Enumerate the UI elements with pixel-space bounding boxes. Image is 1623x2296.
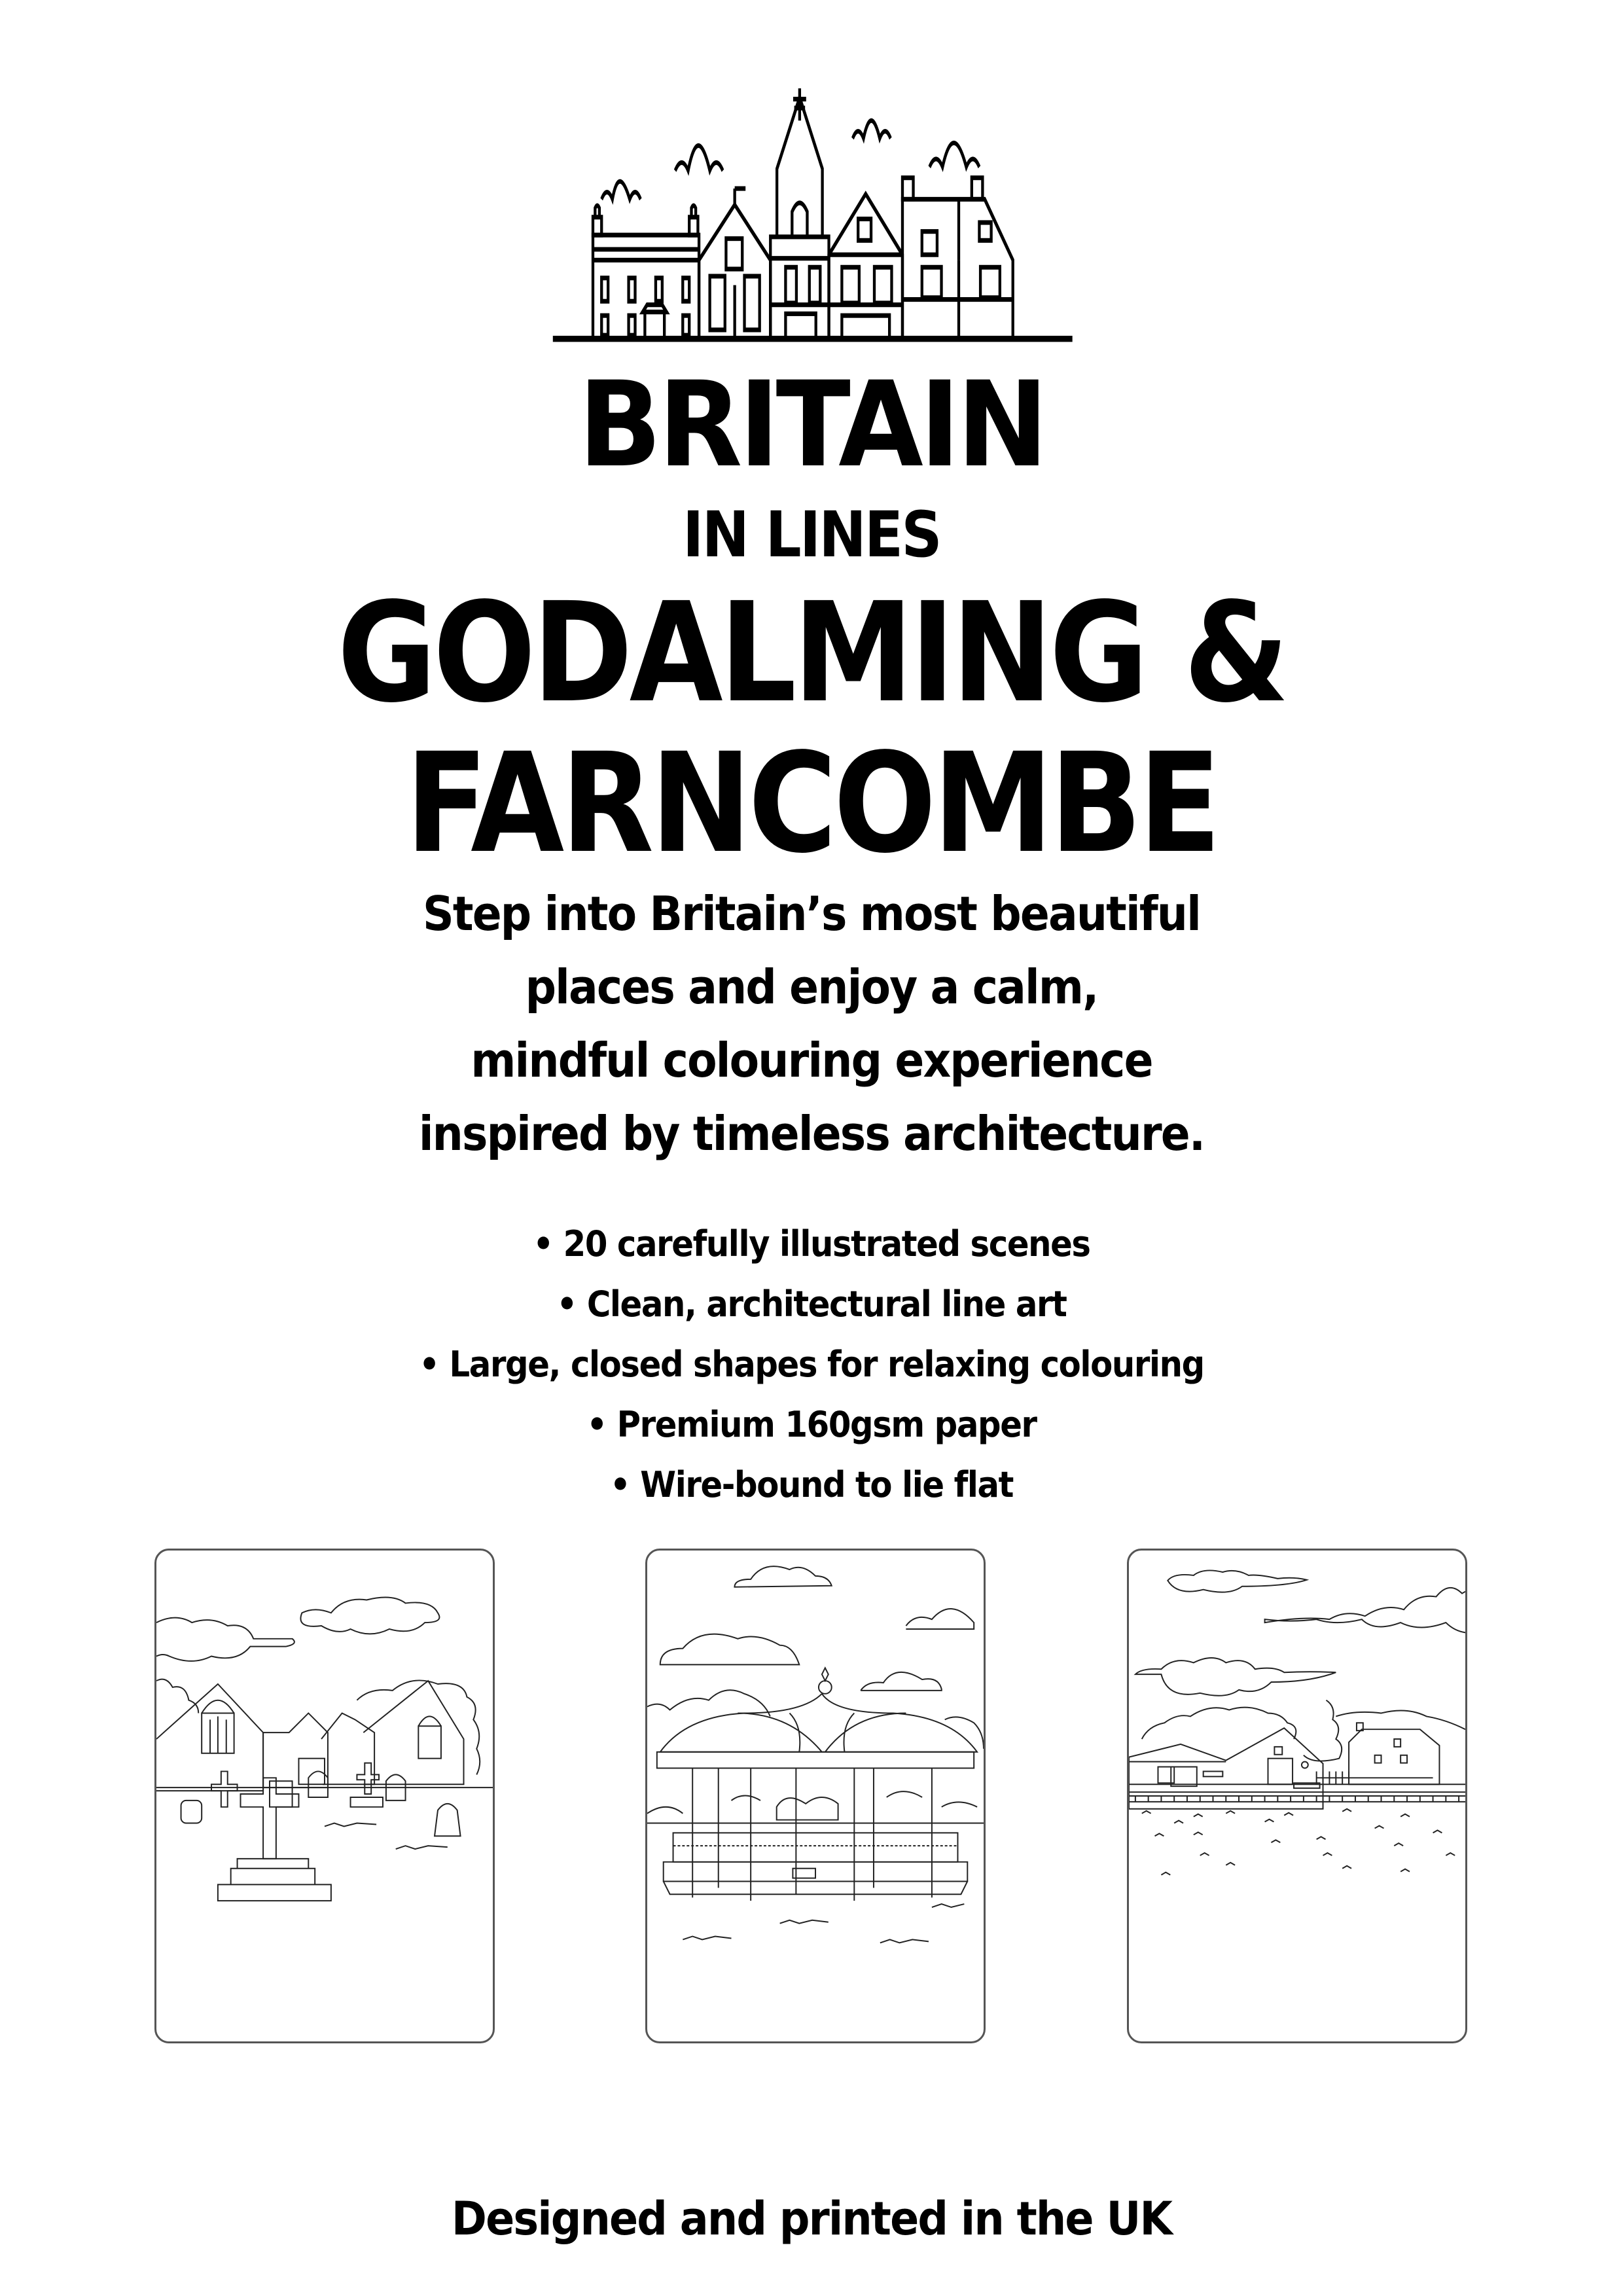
tagline-line: Step into Britain’s most beautiful: [423, 886, 1200, 941]
bandstand-scene-icon: [647, 1551, 984, 2041]
preview-bandstand: [645, 1549, 986, 2043]
riverside-scene-icon: [1129, 1551, 1465, 2041]
footer-text: Designed and printed in the UK: [451, 2192, 1172, 2246]
feature-item: • Clean, architectural line art: [556, 1283, 1067, 1325]
feature-item: • 20 carefully illustrated scenes: [533, 1223, 1090, 1265]
feature-item: • Premium 160gsm paper: [586, 1404, 1037, 1445]
preview-churchyard: [154, 1549, 495, 2043]
tagline-line: inspired by timeless architecture.: [418, 1106, 1205, 1161]
title-in-lines: IN LINES: [683, 498, 940, 571]
churchyard-scene-icon: [156, 1551, 493, 2041]
tagline-line: mindful colouring experience: [471, 1033, 1152, 1088]
place-title-line-1: GODALMING &: [337, 573, 1286, 733]
place-title-line-2: FARNCOMBE: [405, 723, 1218, 884]
feature-item: • Large, closed shapes for relaxing colouring: [419, 1344, 1204, 1385]
title-britain: BRITAIN: [578, 357, 1045, 493]
preview-riverside: [1127, 1549, 1467, 2043]
feature-item: • Wire-bound to lie flat: [610, 1464, 1013, 1505]
town-skyline-icon: [537, 88, 1099, 357]
feature-list: [65, 1214, 1558, 1515]
tagline-line: places and enjoy a calm,: [525, 960, 1098, 1014]
tagline: [65, 877, 1558, 1170]
